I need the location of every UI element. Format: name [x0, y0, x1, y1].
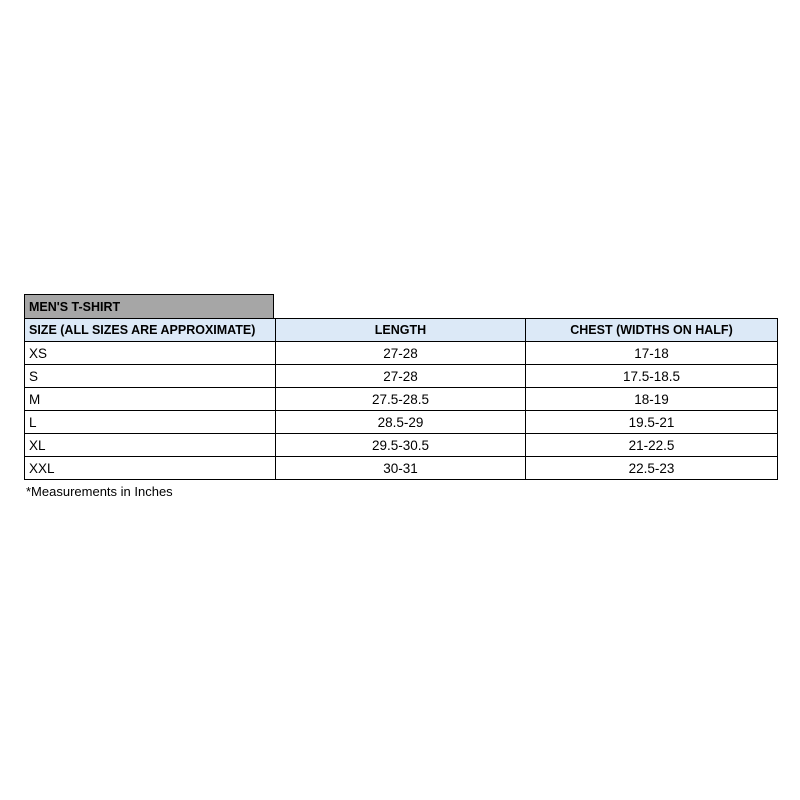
measurement-footnote: *Measurements in Inches — [26, 484, 173, 499]
length-cell: 27.5-28.5 — [276, 388, 526, 411]
size-cell: L — [25, 411, 276, 434]
size-cell: XXL — [25, 457, 276, 480]
table-row — [25, 434, 778, 457]
table-row — [25, 411, 778, 434]
length-cell: 29.5-30.5 — [276, 434, 526, 457]
size-cell: XL — [25, 434, 276, 457]
chest-cell: 19.5-21 — [526, 411, 778, 434]
chest-cell: 17.5-18.5 — [526, 365, 778, 388]
table-row — [25, 457, 778, 480]
chest-cell: 21-22.5 — [526, 434, 778, 457]
size-chart — [24, 294, 777, 499]
header-size: SIZE (ALL SIZES ARE APPROXIMATE) — [25, 319, 276, 342]
length-cell: 28.5-29 — [276, 411, 526, 434]
length-cell: 30-31 — [276, 457, 526, 480]
table-row — [25, 365, 778, 388]
header-length: LENGTH — [276, 319, 526, 342]
size-cell: XS — [25, 342, 276, 365]
table-title: MEN'S T-SHIRT — [24, 294, 274, 318]
chest-cell: 17-18 — [526, 342, 778, 365]
header-row — [25, 319, 778, 342]
size-table — [24, 318, 778, 480]
header-chest: CHEST (WIDTHS ON HALF) — [526, 319, 778, 342]
size-cell: S — [25, 365, 276, 388]
table-row — [25, 342, 778, 365]
length-cell: 27-28 — [276, 365, 526, 388]
length-cell: 27-28 — [276, 342, 526, 365]
chest-cell: 22.5-23 — [526, 457, 778, 480]
size-cell: M — [25, 388, 276, 411]
chest-cell: 18-19 — [526, 388, 778, 411]
table-row — [25, 388, 778, 411]
